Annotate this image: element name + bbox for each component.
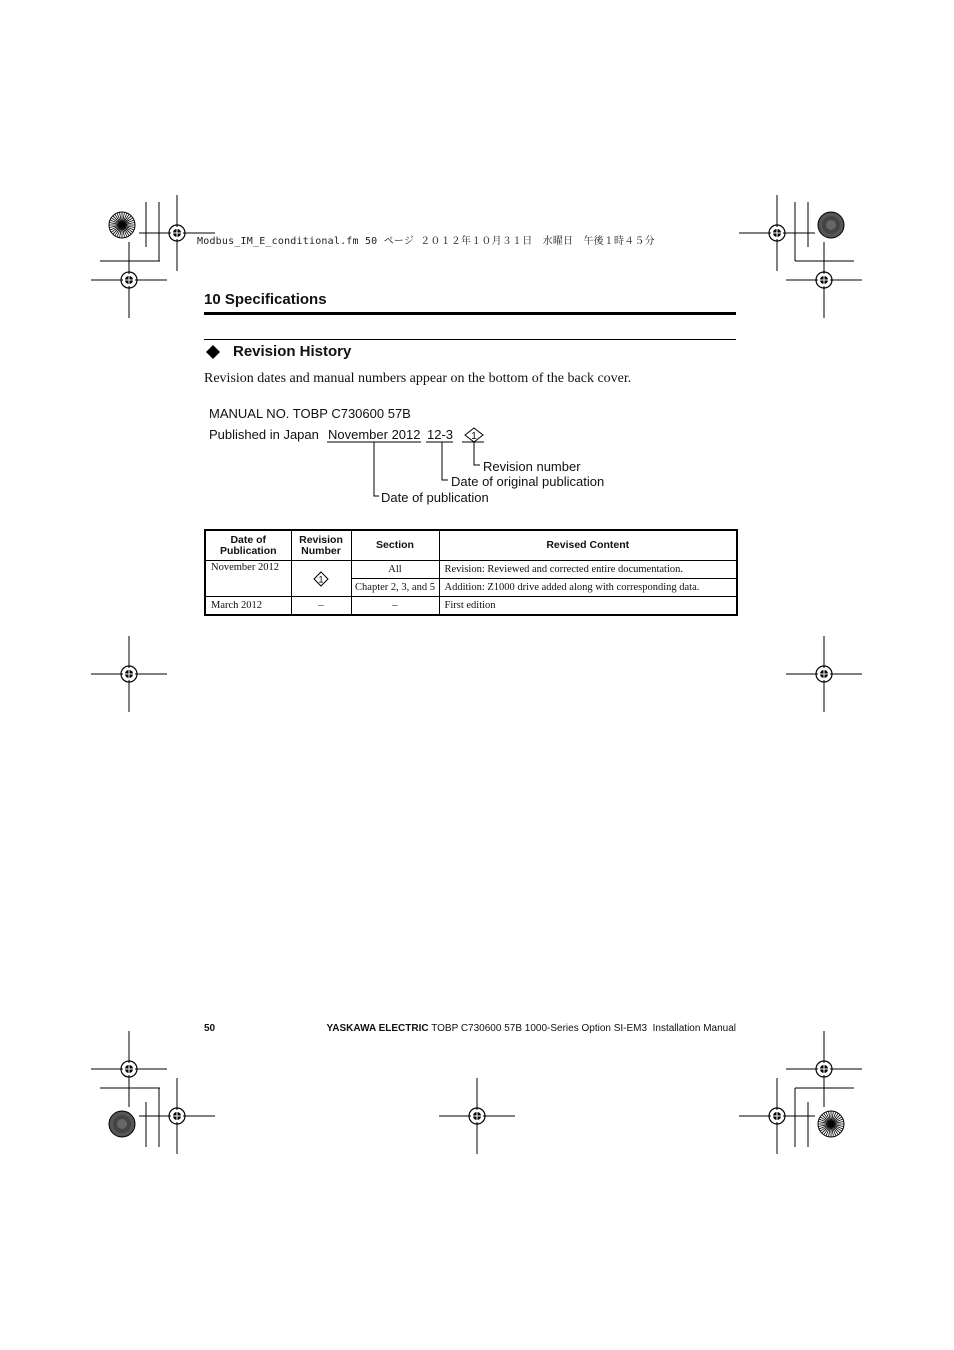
published-label: Published in Japan bbox=[209, 427, 319, 442]
footer-manual-title: TOBP C730600 57B 1000-Series Option SI-EM3 Installation Manual bbox=[428, 1023, 736, 1034]
cell-revision bbox=[291, 561, 351, 597]
table-header-row bbox=[205, 530, 737, 561]
footer-title bbox=[327, 1023, 736, 1034]
original-code: 12-3 bbox=[427, 427, 454, 442]
header-section: Section bbox=[351, 530, 439, 561]
revision-diamond-icon bbox=[313, 571, 329, 587]
table-row bbox=[205, 561, 737, 579]
revision-number-text: 1 bbox=[471, 431, 477, 442]
cell-date: March 2012 bbox=[205, 597, 291, 616]
revision-number-icon bbox=[464, 427, 484, 443]
table-row bbox=[205, 597, 737, 616]
label-publication-date: Date of publication bbox=[381, 490, 489, 505]
cell-date: November 2012 bbox=[205, 561, 291, 597]
cell-section: Chapter 2, 3, and 5 bbox=[351, 579, 439, 597]
cell-section: All bbox=[351, 561, 439, 579]
revision-diamond-text: 1 bbox=[318, 574, 324, 584]
section-title: 10 Specifications bbox=[204, 291, 327, 308]
cell-content: Revision: Reviewed and corrected entire documentation. bbox=[439, 561, 737, 579]
header-content: Revised Content bbox=[439, 530, 737, 561]
header-revision: Revision Number bbox=[291, 530, 351, 561]
revision-table bbox=[204, 529, 738, 616]
header-stamp: Modbus_IM_E_conditional.fm 50 ページ ２０１２年１０月３１日 水曜日 午後１時４５分 bbox=[197, 236, 655, 247]
cell-content: First edition bbox=[439, 597, 737, 616]
label-original-date: Date of original publication bbox=[451, 474, 605, 489]
label-revision-number: Revision number bbox=[483, 459, 581, 474]
cell-revision: – bbox=[291, 597, 351, 616]
publication-date: November 2012 bbox=[328, 427, 421, 442]
cell-content: Addition: Z1000 drive added along with corresponding data. bbox=[439, 579, 737, 597]
manual-number-line: MANUAL NO. TOBP C730600 57B bbox=[209, 406, 411, 421]
header-date: Date of Publication bbox=[205, 530, 291, 561]
footer-page-number: 50 bbox=[204, 1023, 216, 1034]
intro-text: Revision dates and manual numbers appear on the bottom of the back cover. bbox=[204, 371, 632, 386]
subsection-title: Revision History bbox=[233, 343, 352, 360]
cell-section: – bbox=[351, 597, 439, 616]
footer-brand: YASKAWA ELECTRIC bbox=[326, 1023, 429, 1034]
